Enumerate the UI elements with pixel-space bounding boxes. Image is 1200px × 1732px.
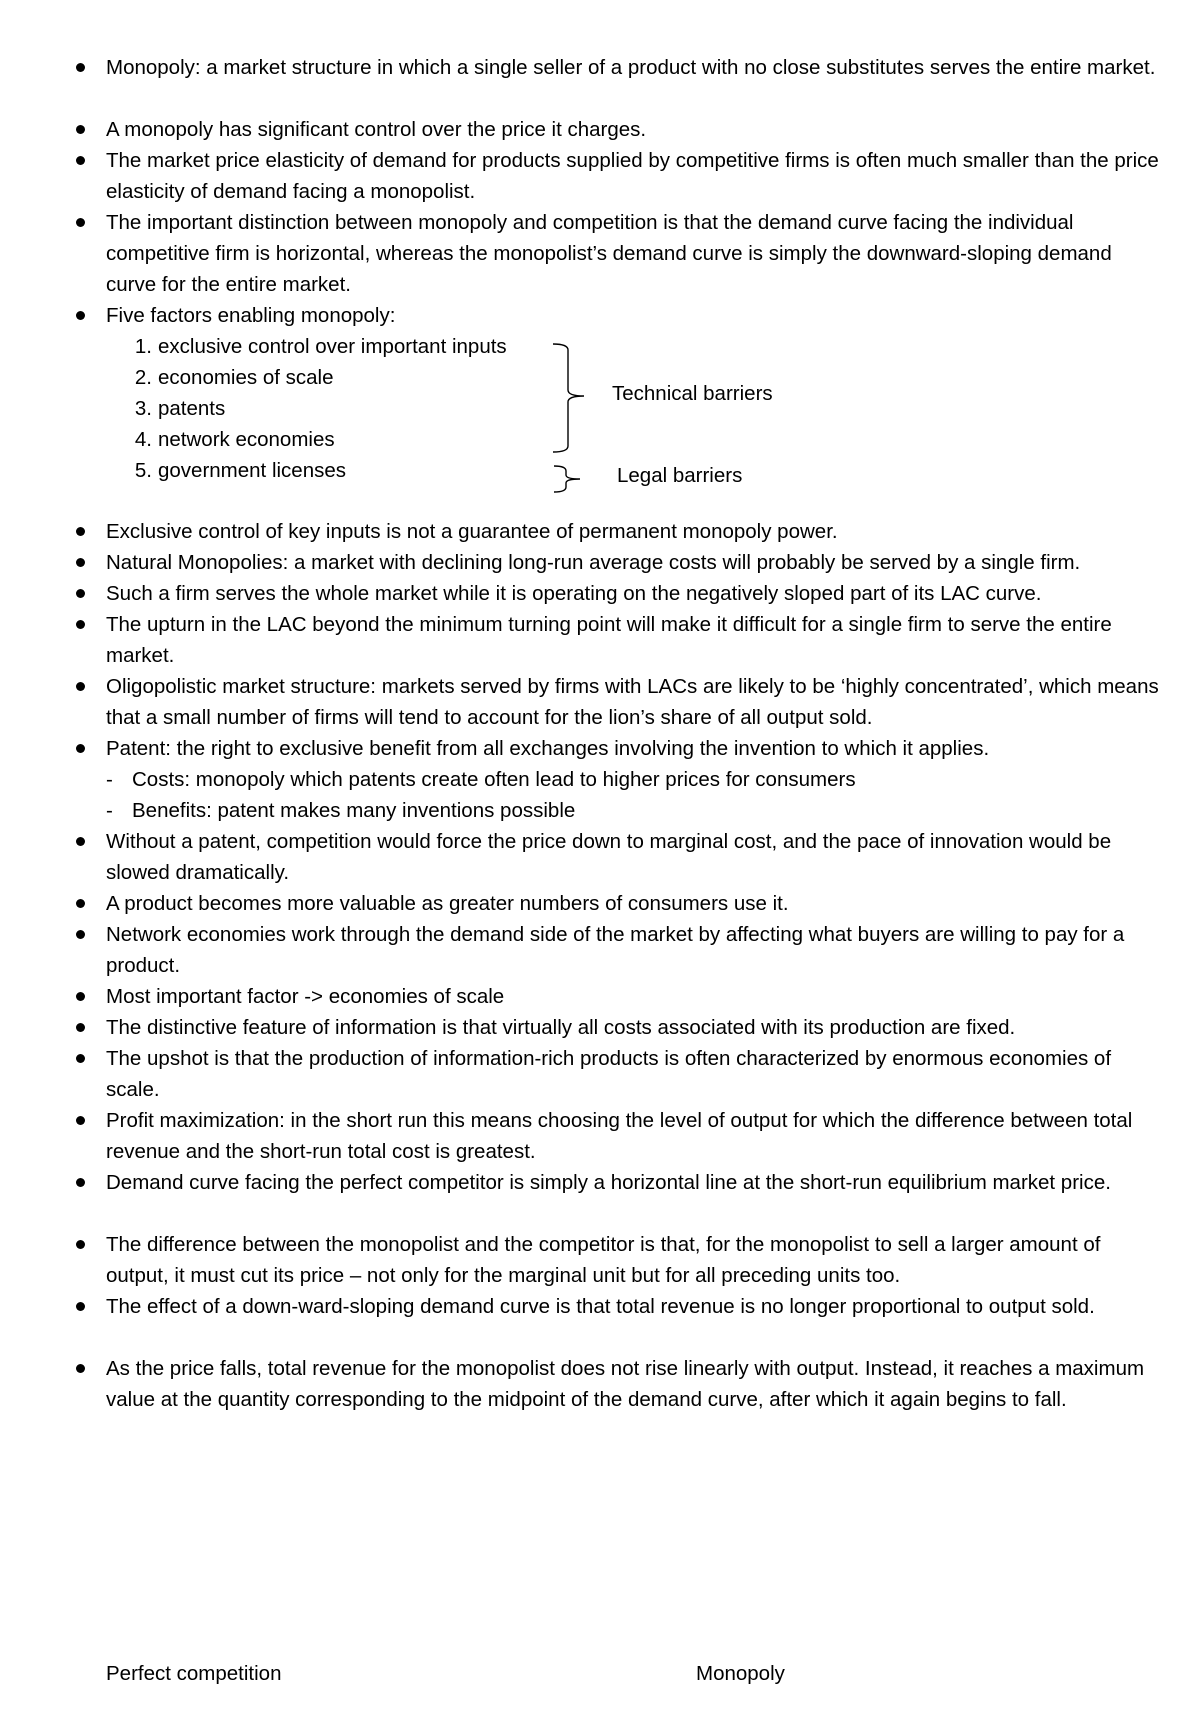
bullet-text: The market price elasticity of demand for products supplied by competitive firms is often much smaller than the price elasticity of demand facing a monopolist. <box>106 149 1159 203</box>
legal-barriers-brace-icon <box>554 466 580 492</box>
bullet-icon <box>76 1178 85 1187</box>
bullet-text: Exclusive control of key inputs is not a guarantee of permanent monopoly power. <box>106 520 838 543</box>
technical-barriers-brace-icon <box>553 344 584 452</box>
bullet-text: Most important factor -> economies of scale <box>106 985 505 1008</box>
bullet-text: Five factors enabling monopoly: <box>106 304 396 327</box>
bullet-text: Such a firm serves the whole market while it is operating on the negatively sloped part of its LAC curve. <box>106 582 1042 605</box>
bullet-icon <box>76 1302 85 1311</box>
bullet-text: The effect of a down-ward-sloping demand curve is that total revenue is no longer proportional to output sold. <box>106 1295 1095 1318</box>
bullet-text: Network economies work through the demand side of the market by affecting what buyers are willing to pay for a product. <box>106 923 1125 977</box>
bullet-text: As the price falls, total revenue for the monopolist does not rise linearly with output. Instead, it reaches a maximum value at the quantity corresponding to the midpoint of the demand curve, after which it again begins to fall. <box>106 1357 1145 1411</box>
bullet-icon <box>76 1240 85 1249</box>
bullet-text: Monopoly: a market structure in which a single seller of a product with no close substitutes serves the entire market. <box>106 56 1156 79</box>
legal-barriers-label: Legal barriers <box>617 464 743 487</box>
monopoly-label: Monopoly <box>696 1662 785 1685</box>
bullet-icon <box>76 1116 85 1125</box>
bullet-text: A monopoly has significant control over the price it charges. <box>106 118 647 141</box>
bullet-icon <box>76 744 85 753</box>
bullet-icon <box>76 1023 85 1032</box>
bullet-text: The distinctive feature of information is that virtually all costs associated with its production are fixed. <box>106 1016 1016 1039</box>
bullet-icon <box>76 1364 85 1373</box>
bullet-icon <box>76 527 85 536</box>
bullet-icon <box>76 620 85 629</box>
bullet-text: Natural Monopolies: a market with declining long-run average costs will probably be served by a single firm. <box>106 551 1081 574</box>
technical-barriers-label: Technical barriers <box>612 382 773 405</box>
bullet-icon <box>76 930 85 939</box>
perfect-competition-label: Perfect competition <box>106 1662 282 1685</box>
bullet-text: Demand curve facing the perfect competitor is simply a horizontal line at the short-run equilibrium market price. <box>106 1171 1111 1194</box>
bullet-text: The important distinction between monopoly and competition is that the demand curve facing the individual competitive firm is horizontal, whereas the monopolist’s demand curve is simply the downward-sloping demand curve for the entire market. <box>106 211 1112 296</box>
bullet-text: Oligopolistic market structure: markets served by firms with LACs are likely to be ‘highly concentrated’, which means that a small number of firms will tend to account for the lion’s share of all output sold. <box>106 675 1159 729</box>
bullet-icon <box>76 682 85 691</box>
bullet-text: A product becomes more valuable as greater numbers of consumers use it. <box>106 892 789 915</box>
bullet-text: The upturn in the LAC beyond the minimum turning point will make it difficult for a single firm to serve the entire market. <box>106 613 1112 667</box>
document-page: Monopoly: a market structure in which a single seller of a product with no close substitutes serves the entire market. A monopoly has significant control over the price it charges. The market price elasticity of demand for products supplied by competitive firms is often much smaller than the price elasticity of demand facing a monopolist. The important distinction between monopoly and competition is that the demand curve facing the individual competitive firm is horizontal, whereas the monopolist’s demand curve is simply the downward-sloping demand curve for the entire market. Five factors enabling monopoly: 1. exclusive control over important inputs 2. economies of scale 3. patents 4. network economies 5. government licenses Technical barriers Legal barriers Exclusive control of key inputs is not a guarantee of permanent monopoly power. Natural Monopolies: a market with declining long-run average costs will probably be served by a single firm. Such a firm serves the whole market while it is operating on the negatively sloped part of its LAC curve. The upturn in the LAC beyond the minimum turning point will make it difficult for a single firm to serve the entire market. Oligopolistic market structure: markets served by firms with LACs are likely to be ‘highly concentrated’, which means that a small number of firms will tend to account for the lion’s share of all output sold. Patent: the right to exclusive benefit from all exchanges involving the invention to which it applies. - Costs: monopoly which patents create often lead to higher prices for consumers - Benefits: patent makes many inventions possible Without a patent, competition would force the price down to marginal cost, and the pace of innovation would be slowed dramatically. A product becomes more valuable as greater numbers of consumers use it. Network economies work through the demand side of the market by affecting what buyers are willing to pay for a product. Most important factor -> economies of scale The distinctive feature of information is that virtually all costs associated with its production are fixed. The upshot is that the production of information-rich products is often characterized by enormous economies of scale. Profit maximization: in the short run this means choosing the level of output for which the difference between total revenue and the short-run total cost is greatest. Demand curve facing the perfect competitor is simply a horizontal line at the short-run equilibrium market price. The difference between the monopolist and the competitor is that, for the monopolist to sell a larger amount of output, it must cut its price – not only for the marginal unit but for all preceding units too. The effect of a down-ward-sloping demand curve is that total revenue is no longer proportional to output sold. As the price falls, total revenue for the monopolist does not rise linearly with output. Instead, it reaches a maximum value at the quantity corresponding to the midpoint of the demand curve, after which it again begins to fall. Perfect competition Monopoly <box>0 0 1200 1732</box>
bullet-text: The upshot is that the production of information-rich products is often characterized by enormous economies of scale. <box>106 1047 1112 1101</box>
bullet-text: Patent: the right to exclusive benefit from all exchanges involving the invention to which it applies. <box>106 737 990 760</box>
brace-icons <box>0 0 1200 520</box>
bullet-icon <box>76 899 85 908</box>
bullet-icon <box>76 1054 85 1063</box>
bullet-text: The difference between the monopolist and the competitor is that, for the monopolist to sell a larger amount of output, it must cut its price – not only for the marginal unit but for all preceding units too. <box>106 1233 1101 1287</box>
bullet-text: Without a patent, competition would force the price down to marginal cost, and the pace of innovation would be slowed dramatically. <box>106 830 1112 884</box>
bullet-text: Profit maximization: in the short run this means choosing the level of output for which the difference between total revenue and the short-run total cost is greatest. <box>106 1109 1133 1163</box>
bullet-icon <box>76 589 85 598</box>
bullet-icon <box>76 558 85 567</box>
bullet-icon <box>76 837 85 846</box>
bullet-icon <box>76 992 85 1001</box>
